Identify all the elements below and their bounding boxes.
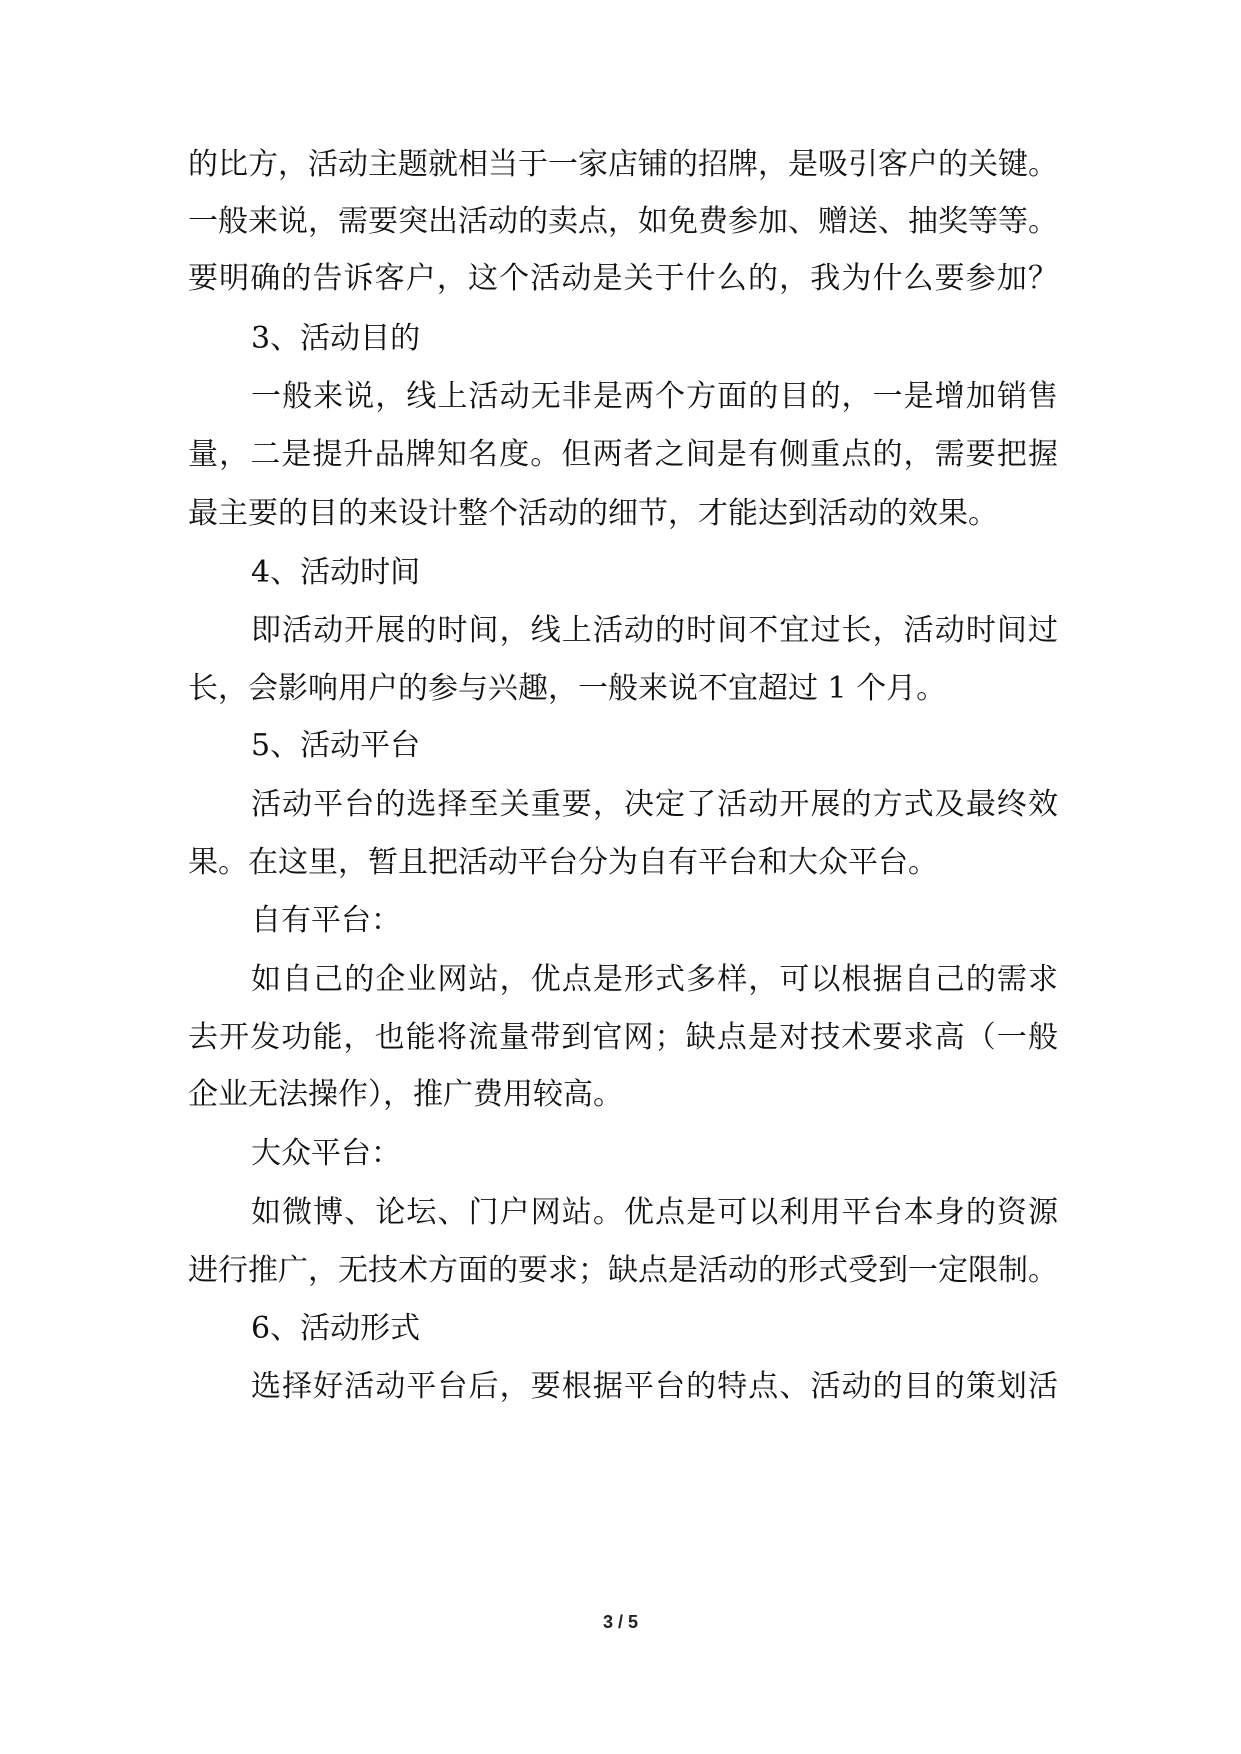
paragraph-line: 果。在这里，暂且把活动平台分为自有平台和大众平台。 [188,845,938,880]
paragraph-line: 企业无法操作），推广费用较高。 [188,1077,623,1112]
paragraph-line: 一般来说，需要突出活动的卖点，如免费参加、赠送、抽奖等等。 [188,204,1058,239]
paragraph-line: 去开发功能，也能将流量带到官网；缺点是对技术要求高（一般 [188,1020,1058,1055]
paragraph-line: 最主要的目的来设计整个活动的细节，才能达到活动的效果。 [188,496,998,531]
paragraph-line: 选择好活动平台后，要根据平台的特点、活动的目的策划活 [251,1369,1058,1404]
paragraph-line: 进行推广，无技术方面的要求；缺点是活动的形式受到一定限制。 [188,1253,1058,1288]
paragraph-line: 的比方，活动主题就相当于一家店铺的招牌，是吸引客户的关键。 [188,147,1058,182]
subheading: 自有平台： [251,903,401,938]
paragraph-line: 如微博、论坛、门户网站。优点是可以利用平台本身的资源 [251,1195,1058,1230]
section-heading: 3、活动目的 [251,321,421,356]
paragraph-line: 活动平台的选择至关重要，决定了活动开展的方式及最终效 [251,787,1058,822]
section-heading: 6、活动形式 [251,1311,421,1346]
paragraph-line: 即活动开展的时间，线上活动的时间不宜过长，活动时间过 [251,613,1058,648]
paragraph-line: 要明确的告诉客户，这个活动是关于什么的，我为什么要参加？ [188,261,1058,296]
section-heading: 4、活动时间 [251,555,421,590]
paragraph-line: 如自己的企业网站，优点是形式多样，可以根据自己的需求 [251,962,1058,997]
paragraph-line: 长，会影响用户的参与兴趣，一般来说不宜超过 1 个月。 [188,671,947,706]
paragraph-line: 量，二是提升品牌知名度。但两者之间是有侧重点的，需要把握 [188,437,1058,472]
page-number: 3 / 5 [602,1612,639,1632]
subheading: 大众平台： [251,1136,401,1171]
section-heading: 5、活动平台 [251,728,421,763]
paragraph-line: 一般来说，线上活动无非是两个方面的目的，一是增加销售 [251,379,1058,414]
